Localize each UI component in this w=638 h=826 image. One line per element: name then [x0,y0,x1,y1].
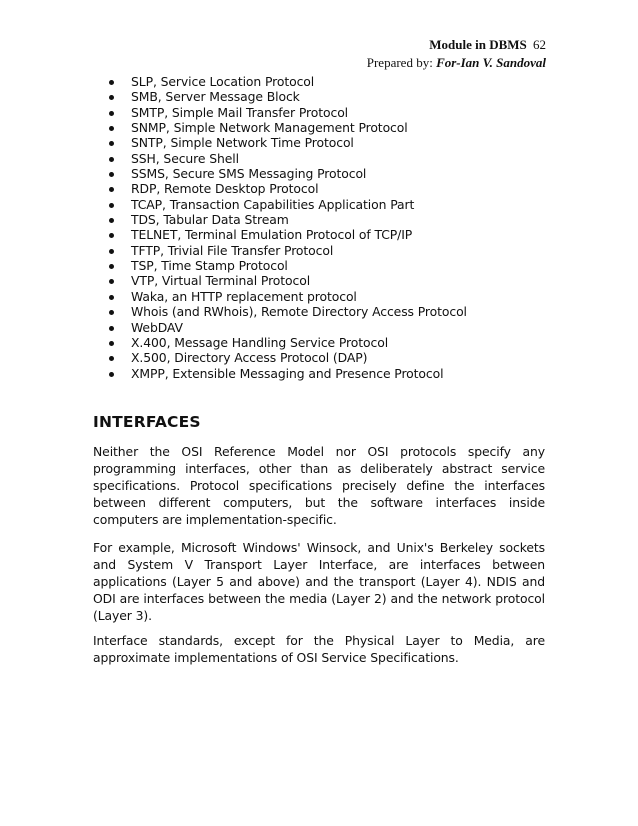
list-item-text: SSMS, Secure SMS Messaging Protocol [131,166,367,182]
bullet-icon [109,141,114,146]
bullet-icon [109,233,114,238]
list-item-text: SNTP, Simple Network Time Protocol [131,135,354,151]
list-item-text: X.400, Message Handling Service Protocol [131,334,389,350]
bullet-icon [109,157,114,162]
list-item [107,243,467,258]
author-name: For-Ian V. Sandoval [436,55,546,70]
bullet-icon [109,356,114,361]
bullet-icon [109,172,114,177]
bullet-icon [109,111,114,116]
list-item [107,366,467,381]
list-item [107,273,467,288]
list-item-text: TSP, Time Stamp Protocol [131,258,288,274]
bullet-icon [109,218,114,223]
bullet-icon [109,249,114,254]
list-item-text: SLP, Service Location Protocol [131,74,315,89]
list-item [107,304,467,319]
list-item-text: SNMP, Simple Network Management Protocol [131,120,408,136]
list-item [107,74,467,89]
section-heading: INTERFACES [93,413,201,431]
bullet-icon [109,264,114,269]
list-item [107,181,467,196]
page-number: 62 [533,37,546,52]
header-module-line [367,36,546,54]
list-item [107,105,467,120]
bullet-icon [109,326,114,331]
list-item-text: TELNET, Terminal Emulation Protocol of TCP/IP [131,227,413,243]
list-item [107,289,467,304]
list-item-text: RDP, Remote Desktop Protocol [131,181,319,197]
bullet-icon [109,279,114,284]
list-item [107,335,467,350]
bullet-icon [109,341,114,346]
module-title: Module in DBMS [429,37,527,52]
prepared-by-label: Prepared by: [366,55,433,70]
list-item-text: Whois (and RWhois), Remote Directory Access Protocol [131,304,467,320]
list-item-text: X.500, Directory Access Protocol (DAP) [131,350,368,366]
bullet-icon [109,187,114,192]
list-item [107,350,467,365]
header-author-line [367,54,546,72]
bullet-icon [109,203,114,208]
list-item-text: VTP, Virtual Terminal Protocol [131,273,311,289]
paragraph-1: Neither the OSI Reference Model nor OSI protocols specify any programming interfaces, other than as deliberately abstract service specifications. Protocol specifications precisely define the interfaces between different computers, but the software interfaces inside computers are implementation-specific. [93,444,545,527]
list-item [107,166,467,181]
list-item-text: WebDAV [131,319,183,335]
bullet-icon [109,80,114,85]
paragraph-2: For example, Microsoft Windows' Winsock, and Unix's Berkeley sockets and System V Transport Layer Interface, are interfaces between applications (Layer 5 and above) and the transport (Layer 4). NDIS and ODI are interfaces between the media (Layer 2) and the network protocol (Layer 3). [93,540,545,623]
list-item-text: SMTP, Simple Mail Transfer Protocol [131,104,349,120]
list-item-text: TDS, Tabular Data Stream [131,212,289,228]
bullet-icon [109,126,114,131]
list-item-text: TCAP, Transaction Capabilities Application Part [131,196,415,212]
list-item [107,89,467,104]
bullet-icon [109,372,114,377]
list-item [107,320,467,335]
list-item-text: TFTP, Trivial File Transfer Protocol [131,242,334,258]
list-item [107,120,467,135]
page-header [367,36,546,72]
list-item [107,212,467,227]
list-item-text: SSH, Secure Shell [131,150,239,166]
list-item [107,135,467,150]
protocol-bullet-list [107,74,467,381]
list-item [107,151,467,166]
list-item [107,227,467,242]
list-item-text: XMPP, Extensible Messaging and Presence Protocol [131,365,444,381]
list-item [107,197,467,212]
bullet-icon [109,95,114,100]
bullet-icon [109,310,114,315]
paragraph-3: Interface standards, except for the Physical Layer to Media, are approximate implementations of OSI Service Specifications. [93,633,545,665]
bullet-icon [109,295,114,300]
list-item-text: SMB, Server Message Block [131,89,300,105]
list-item [107,258,467,273]
list-item-text: Waka, an HTTP replacement protocol [131,288,357,304]
